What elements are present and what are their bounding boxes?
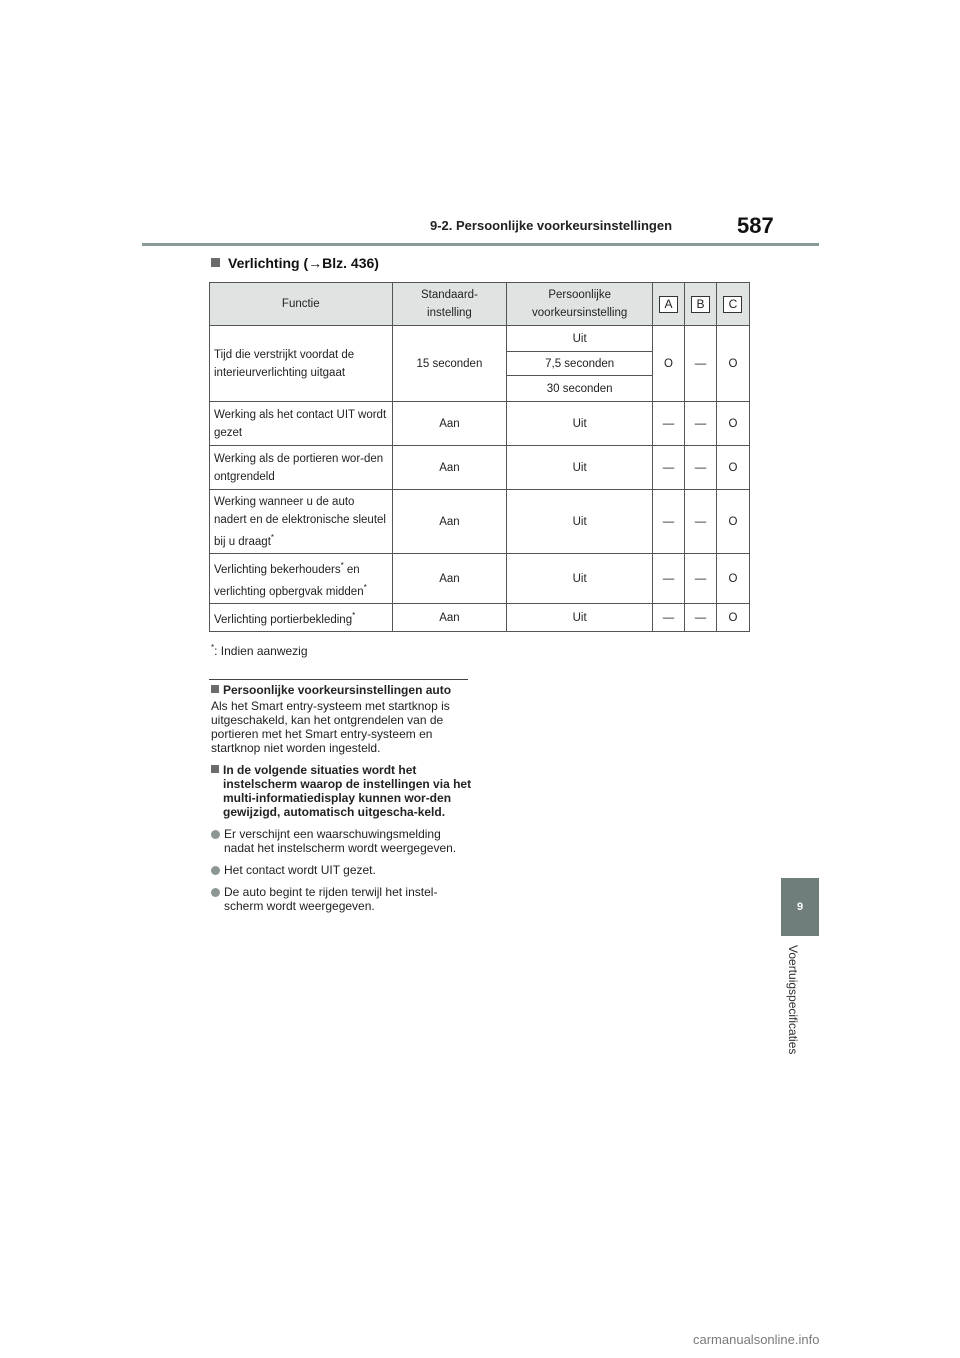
chapter-label: Voertuigspecificaties <box>786 945 800 1055</box>
table-row <box>210 326 750 352</box>
list-item: Het contact wordt UIT gezet. <box>211 863 473 877</box>
row-a: — <box>653 446 685 490</box>
notes-divider <box>209 679 468 680</box>
row-option: Uit <box>507 490 653 554</box>
list-item: De auto begint te rijden terwijl het instel-scherm wordt weergegeven. <box>211 885 473 913</box>
footnote-asterisk: * <box>270 532 275 542</box>
header-rule <box>142 243 819 246</box>
row-b: — <box>685 604 717 632</box>
square-bullet-icon <box>211 685 219 693</box>
row-b: — <box>685 490 717 554</box>
header-default: Standaard- instelling <box>392 283 507 326</box>
header-function: Functie <box>210 283 393 326</box>
row-option: Uit <box>507 554 653 604</box>
footnote-mark: * <box>211 643 215 652</box>
row-a: — <box>653 402 685 446</box>
row-function: Tijd die verstrijkt voordat de interieurverlichting uitgaat <box>210 326 393 402</box>
row-default: 15 seconden <box>392 326 507 402</box>
header-col-a <box>653 283 685 326</box>
table-header-row <box>210 283 750 326</box>
running-header-title: 9-2. Persoonlijke voorkeursinstellingen <box>430 218 673 233</box>
table-row <box>210 446 750 490</box>
footnote-asterisk: * <box>340 560 344 570</box>
row-option: Uit <box>507 604 653 632</box>
row-default: Aan <box>392 604 507 632</box>
row-function: Werking wanneer u de auto nadert en de elektronische sleutel bij u draagt* <box>210 490 393 554</box>
settings-table <box>209 282 750 632</box>
row-c: O <box>716 446 749 490</box>
footnote-asterisk: * <box>352 610 356 620</box>
footnote-asterisk: * <box>363 582 367 592</box>
row-c: O <box>716 604 749 632</box>
watermark: carmanualsonline.info <box>693 1332 820 1347</box>
letter-b-icon: B <box>691 296 710 313</box>
header-personal: Persoonlijke voorkeursinstelling <box>507 283 653 326</box>
row-function: Werking als het contact UIT wordt gezet <box>210 402 393 446</box>
row-function: Verlichting portierbekleding* <box>210 604 393 632</box>
row-option: Uit <box>507 402 653 446</box>
row-default: Aan <box>392 446 507 490</box>
row-function: Werking als de portieren wor-den ontgrendeld <box>210 446 393 490</box>
row-function: Verlichting bekerhouders* en verlichting opbergvak midden* <box>210 554 393 604</box>
square-bullet-icon <box>211 258 220 267</box>
header-col-c <box>716 283 749 326</box>
row-a: — <box>653 490 685 554</box>
notes-block <box>211 683 473 921</box>
table-row <box>210 402 750 446</box>
row-b: — <box>685 402 717 446</box>
row-c: O <box>716 490 749 554</box>
row-a: — <box>653 604 685 632</box>
row-default: Aan <box>392 402 507 446</box>
row-b: — <box>685 326 717 402</box>
row-option: 7,5 seconden <box>507 352 653 376</box>
row-a: O <box>653 326 685 402</box>
page-number: 587 <box>737 213 774 238</box>
circle-bullet-icon <box>211 888 220 897</box>
circle-bullet-icon <box>211 866 220 875</box>
table-row <box>210 554 750 604</box>
header-col-b <box>685 283 717 326</box>
row-default: Aan <box>392 490 507 554</box>
letter-a-icon: A <box>659 296 678 313</box>
row-default: Aan <box>392 554 507 604</box>
chapter-tab: 9 <box>781 878 819 936</box>
row-c: O <box>716 554 749 604</box>
footnote-text: : Indien aanwezig <box>214 644 308 658</box>
row-b: — <box>685 446 717 490</box>
row-a: — <box>653 554 685 604</box>
row-option: Uit <box>507 446 653 490</box>
row-c: O <box>716 402 749 446</box>
circle-bullet-icon <box>211 830 220 839</box>
row-option: 30 seconden <box>507 376 653 402</box>
table-footnote <box>211 643 308 658</box>
square-bullet-icon <box>211 765 219 773</box>
list-item: Er verschijnt een waarschuwingsmelding nadat het instelscherm wordt weergegeven. <box>211 827 473 855</box>
section-title: Verlichting (→Blz. 436) <box>228 255 379 271</box>
row-c: O <box>716 326 749 402</box>
note-heading: In de volgende situaties wordt het instelscherm waarop de instellingen via het multi-informatiedisplay kunnen wor-den gewijzigd, automatisch uitgescha-keld. <box>211 763 473 819</box>
note-heading: Persoonlijke voorkeursinstellingen auto <box>211 683 473 697</box>
section-heading <box>211 255 379 271</box>
table-row <box>210 490 750 554</box>
row-option: Uit <box>507 326 653 352</box>
row-b: — <box>685 554 717 604</box>
table-row <box>210 604 750 632</box>
letter-c-icon: C <box>723 296 742 313</box>
note-paragraph: Als het Smart entry-systeem met startknop is uitgeschakeld, kan het ontgrendelen van de portieren met het Smart entry-systeem en startknop niet worden ingesteld. <box>211 699 450 755</box>
